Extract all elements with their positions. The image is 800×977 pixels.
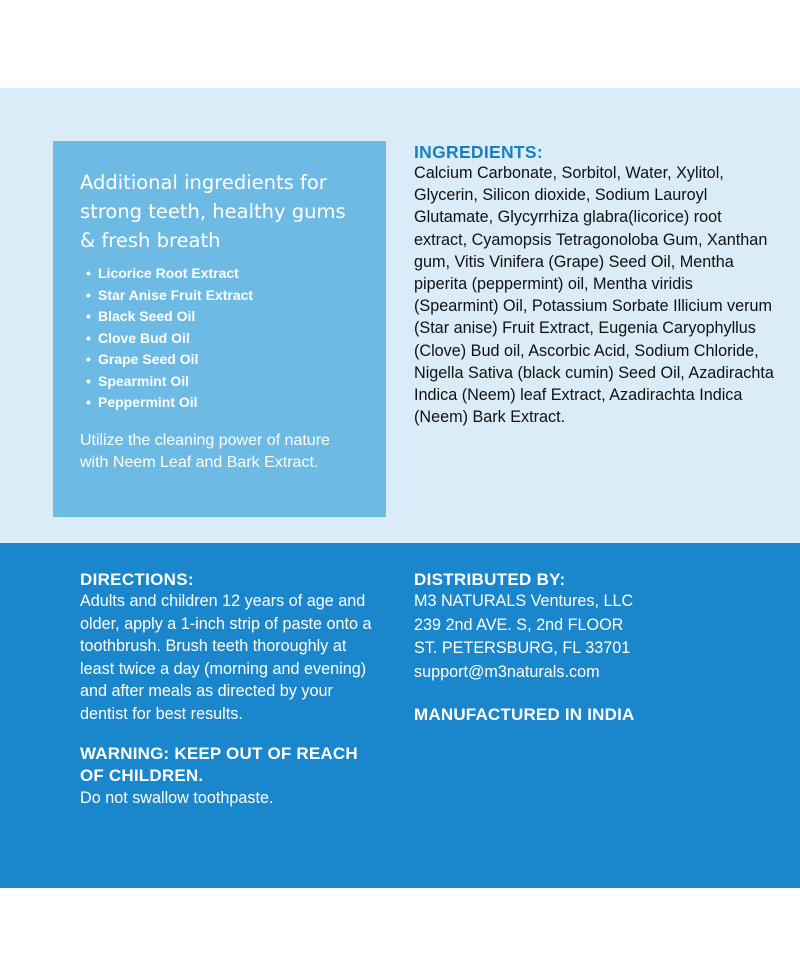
distributor-name: M3 NATURALS Ventures, LLC [414,592,634,610]
list-item: • Peppermint Oil [98,392,360,414]
list-item: • Star Anise Fruit Extract [98,285,360,307]
distributor-email: support@m3naturals.com [414,662,600,681]
list-item: • Black Seed Oil [98,306,360,328]
distributor-heading: DISTRIBUTED BY: [414,570,566,589]
manufactured-in: MANUFACTURED IN INDIA [414,705,635,724]
additional-ingredients-list [80,263,360,414]
top-margin [0,0,800,88]
directions-text: Adults and children 12 years of age and older, apply a 1-inch strip of paste onto a toothbrush. Brush teeth thoroughly at least twice a day (morning and evening) and after meals as directed by your dentist for best results. [80,592,372,723]
list-item: • Spearmint Oil [98,371,360,393]
distributor-section [414,569,774,726]
list-item: • Licorice Root Extract [98,263,360,285]
ingredients-section [414,142,774,428]
neem-note: Utilize the cleaning power of nature with Neem Leaf and Bark Extract. [80,431,330,471]
list-item: • Grape Seed Oil [98,349,360,371]
list-item: • Clove Bud Oil [98,328,360,350]
distributor-address [414,590,774,684]
warning-text: Do not swallow toothpaste. [80,789,274,807]
ingredients-heading: INGREDIENTS: [414,142,544,162]
bottom-margin [0,888,800,977]
ingredients-text: Calcium Carbonate, Sorbitol, Water, Xylitol, Glycerin, Silicon dioxide, Sodium Lauroyl Glutamate, Glycyrrhiza glabra(licorice) root extract, Cyamopsis Tetragonoloba Gum, Xanthan gum, Vitis Vinifera (Grape) Seed Oil, Mentha piperita (peppermint) oil, Mentha viridis (Spearmint) Oil, Potassium Sorbate Illicium verum (Star anise) Fruit Extract, Eugenia Caryophyllus (Clove) Bud oil, Ascorbic Acid, Sodium Chloride, Nigella Sativa (black cumin) Seed Oil, Azadirachta Indica (Neem) leaf Extract, Azadirachta Indica (Neem) Bark Extract. [414,164,774,427]
additional-ingredients-box [53,141,386,517]
warning-heading: WARNING: KEEP OUT OF REACH OF CHILDREN. [80,744,358,785]
additional-ingredients-title: Additional ingredients for strong teeth, healthy gums & fresh breath [80,171,346,252]
directions-heading: DIRECTIONS: [80,570,194,589]
distributor-street: 239 2nd AVE. S, 2nd FLOOR [414,615,624,634]
distributor-city: ST. PETERSBURG, FL 33701 [414,639,631,657]
directions-section [80,569,380,810]
